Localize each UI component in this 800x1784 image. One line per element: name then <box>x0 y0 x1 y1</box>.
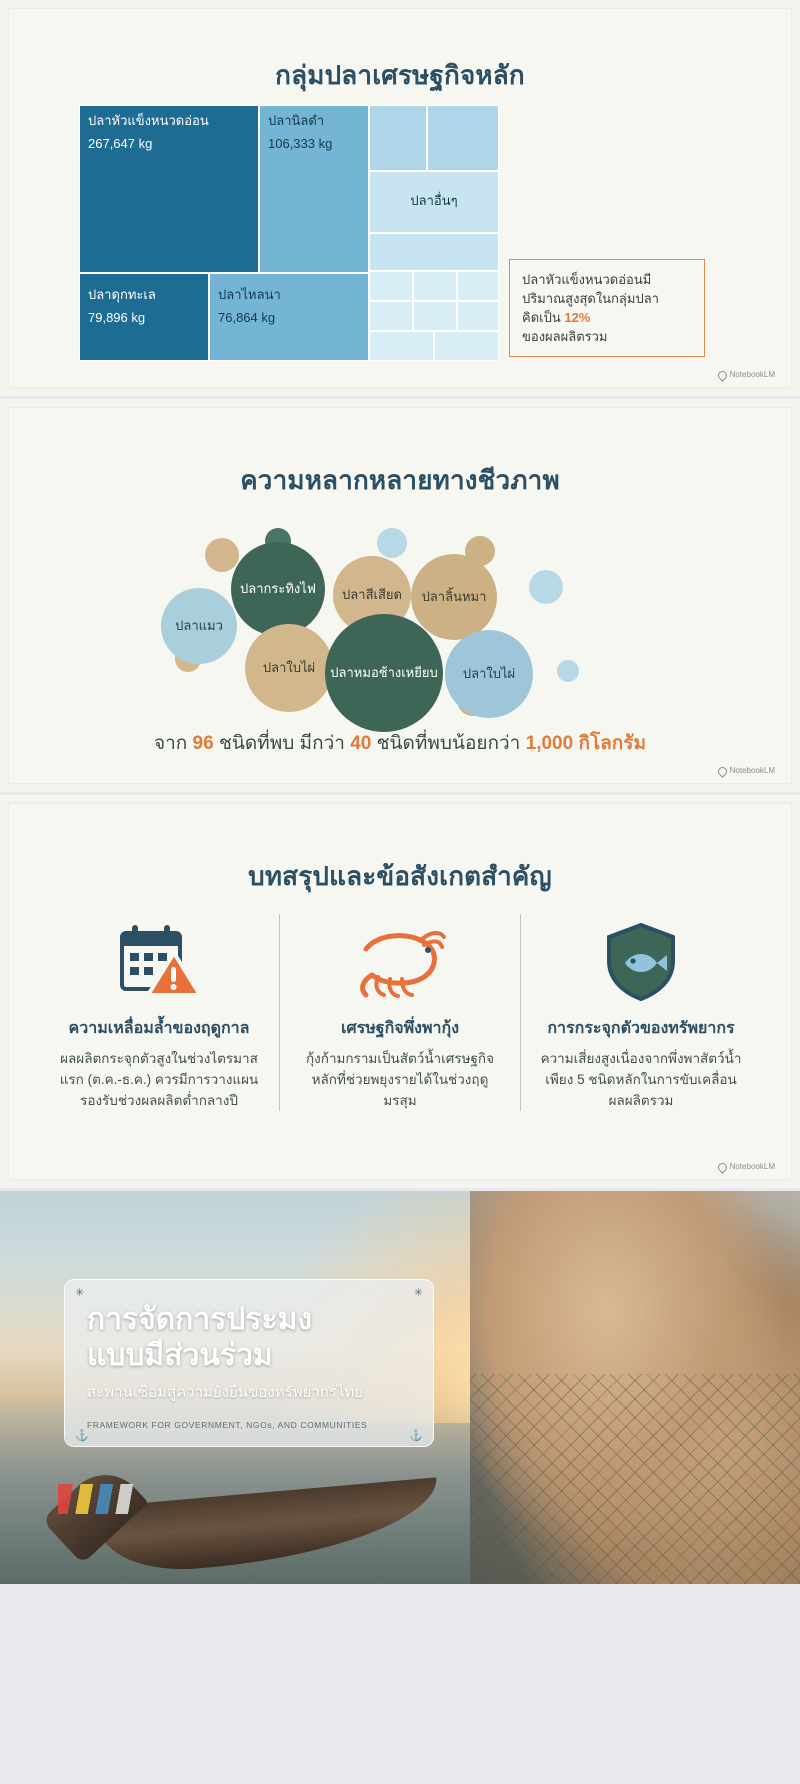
slide3-title: บทสรุปและข้อสังเกตสำคัญ <box>248 861 552 891</box>
calendar-warning-icon <box>55 914 263 1010</box>
conclusion-column-3 <box>520 914 761 1111</box>
hero-title-card <box>64 1279 434 1447</box>
slide2-canvas <box>8 407 792 784</box>
fish-shield-icon <box>537 914 745 1010</box>
conclusion-1-heading: ความเหลื่อมล้ำของฤดูกาล <box>68 1020 250 1037</box>
conclusion-column-2 <box>279 914 520 1111</box>
hero-subtitle: สะพานเชื่อมสู่ความยั่งยืนของทรัพยากรไทย <box>87 1384 364 1401</box>
treemap-tile-2[interactable] <box>259 105 369 273</box>
treemap-tile-2-label: ปลานิลดำ <box>268 113 325 128</box>
callout-line-3 <box>522 308 692 327</box>
anchor-icon: ⚓ <box>409 1430 423 1442</box>
treemap-tile-1-label: ปลาหัวแข็งหนวดอ่อน <box>88 113 209 128</box>
treemap-tile-s9[interactable] <box>457 301 499 331</box>
hero-title-line-2: แบบมีส่วนร่วม <box>87 1339 273 1372</box>
treemap-tile-s3[interactable] <box>369 233 499 271</box>
bubble-deco-9 <box>557 660 579 682</box>
bubble-7-label: ปลาใบไผ่ <box>462 666 516 681</box>
conclusion-columns <box>39 914 761 1111</box>
treemap-tile-s8[interactable] <box>413 301 457 331</box>
compass-icon: ✳ <box>75 1287 85 1299</box>
slide3-canvas <box>8 803 792 1180</box>
slide-hero-fisheries <box>0 1188 800 1584</box>
hero-footer: FRAMEWORK FOR GOVERNMENT, NGOs, AND COMMUNITIES <box>87 1420 368 1430</box>
conclusion-3-body: ความเสี่ยงสูงเนื่องจากพึ่งพาสัตว์น้ำเพียง 5 ชนิดหลักในการขับเคลื่อนผลผลิตรวม <box>540 1051 742 1108</box>
anchor-icon: ⚓ <box>75 1430 89 1442</box>
conclusion-2-body: กุ้งก้ามกรามเป็นสัตว์น้ำเศรษฐกิจหลักที่ช่วยพยุงรายได้ในช่วงฤดูมรสุม <box>306 1051 494 1108</box>
callout-line-2: ปริมาณสูงสุดในกลุ่มปลา <box>522 291 659 306</box>
callout-line-3-pre: คิดเป็น <box>522 310 565 325</box>
treemap-tile-s11[interactable] <box>434 331 499 361</box>
bubble-1[interactable] <box>231 542 325 636</box>
slide3-watermark <box>718 1162 775 1171</box>
bubble-3-label: ปลาลิ้นหมา <box>421 589 487 604</box>
treemap-tile-3-label: ปลาดุกทะเล <box>88 287 156 302</box>
treemap-tile-s2[interactable] <box>427 105 499 171</box>
slide1-canvas <box>8 8 792 388</box>
callout-line-4: ของผลผลิตรวม <box>522 329 608 344</box>
notebooklm-icon <box>718 370 727 379</box>
conclusion-1-body: ผลผลิตกระจุกตัวสูงในช่วงไตรมาสแรก (ต.ค.-ธ.ค.) ควรมีการวางแผนรองรับช่วงผลผลิตต่ำกลางปี <box>59 1051 259 1108</box>
treemap-callout <box>509 259 705 357</box>
bubble-4-label: ปลาแมว <box>175 618 223 633</box>
callout-line-1: ปลาหัวแข็งหนวดอ่อนมี <box>522 272 652 287</box>
bubble-7[interactable] <box>445 630 533 718</box>
treemap-tile-s7[interactable] <box>369 301 413 331</box>
caption-part-1: จาก <box>153 733 193 754</box>
treemap-tile-s10[interactable] <box>369 331 434 361</box>
treemap-tile-s4[interactable] <box>369 271 413 301</box>
caption-number-3: 1,000 กิโลกรัม <box>525 733 647 754</box>
treemap-tile-1[interactable] <box>79 105 259 273</box>
slide2-title: ความหลากหลายทางชีวภาพ <box>240 465 560 495</box>
treemap-tile-s5[interactable] <box>413 271 457 301</box>
caption-number-1: 96 <box>192 733 214 754</box>
slide1-watermark <box>718 370 775 379</box>
treemap-tile-other-label: ปลาอื่นๆ <box>410 193 458 208</box>
conclusion-column-1 <box>39 914 279 1111</box>
callout-highlight: 12% <box>564 310 591 325</box>
notebooklm-icon <box>718 766 727 775</box>
bubble-6[interactable] <box>325 614 443 732</box>
hero-title-line-1: การจัดการประมง <box>87 1303 312 1336</box>
biodiversity-caption <box>9 728 791 758</box>
treemap-tile-3[interactable] <box>79 273 209 361</box>
bubble-5[interactable] <box>245 624 333 712</box>
treemap-tile-s6[interactable] <box>457 271 499 301</box>
shrimp-icon <box>296 914 504 1010</box>
treemap-tile-3-value: 79,896 kg <box>88 310 146 325</box>
notebooklm-icon <box>718 1162 727 1171</box>
caption-number-2: 40 <box>350 733 372 754</box>
treemap-tile-s1[interactable] <box>369 105 427 171</box>
bubble-4[interactable] <box>161 588 237 664</box>
compass-icon: ✳ <box>413 1287 423 1299</box>
slide-economic-fish-groups <box>0 0 800 396</box>
caption-part-2: ชนิดที่พบ มีกว่า <box>213 733 351 754</box>
treemap-tile-other[interactable] <box>369 171 499 233</box>
bubble-1-label: ปลากระทิงไฟ <box>239 581 316 596</box>
treemap-tile-4-label: ปลาไหลนา <box>218 287 281 302</box>
hero-photo <box>0 1191 800 1584</box>
caption-part-3: ชนิดที่พบน้อยกว่า <box>371 733 526 754</box>
boat-ribbons <box>58 1484 178 1514</box>
treemap-tile-1-value: 267,647 kg <box>88 136 153 151</box>
treemap-tile-2-value: 106,333 kg <box>268 136 333 151</box>
conclusion-2-heading: เศรษฐกิจพึ่งพากุ้ง <box>340 1020 460 1037</box>
slide-biodiversity <box>0 396 800 792</box>
treemap-chart <box>79 105 499 361</box>
conclusion-3-heading: การกระจุกตัวของทรัพยากร <box>547 1020 735 1037</box>
treemap-tile-4[interactable] <box>209 273 369 361</box>
treemap-tile-4-value: 76,864 kg <box>218 310 276 325</box>
bubble-2-label: ปลาสีเสียด <box>342 587 402 602</box>
bubble-3[interactable] <box>411 554 497 640</box>
slide2-watermark-label: NotebookLM <box>729 766 775 775</box>
bubble-deco-3 <box>377 528 407 558</box>
bubble-6-label: ปลาหมอช้างเหยียบ <box>330 665 438 680</box>
bubble-chart <box>139 528 679 728</box>
slide3-watermark-label: NotebookLM <box>729 1162 775 1171</box>
bubble-deco-5 <box>529 570 563 604</box>
slide-conclusions <box>0 792 800 1188</box>
bubble-5-label: ปลาใบไผ่ <box>262 660 316 675</box>
slide1-watermark-label: NotebookLM <box>729 370 775 379</box>
slide1-title: กลุ่มปลาเศรษฐกิจหลัก <box>275 60 525 90</box>
slide2-watermark <box>718 766 775 775</box>
fishing-net <box>470 1374 800 1584</box>
bubble-deco-1 <box>205 538 239 572</box>
